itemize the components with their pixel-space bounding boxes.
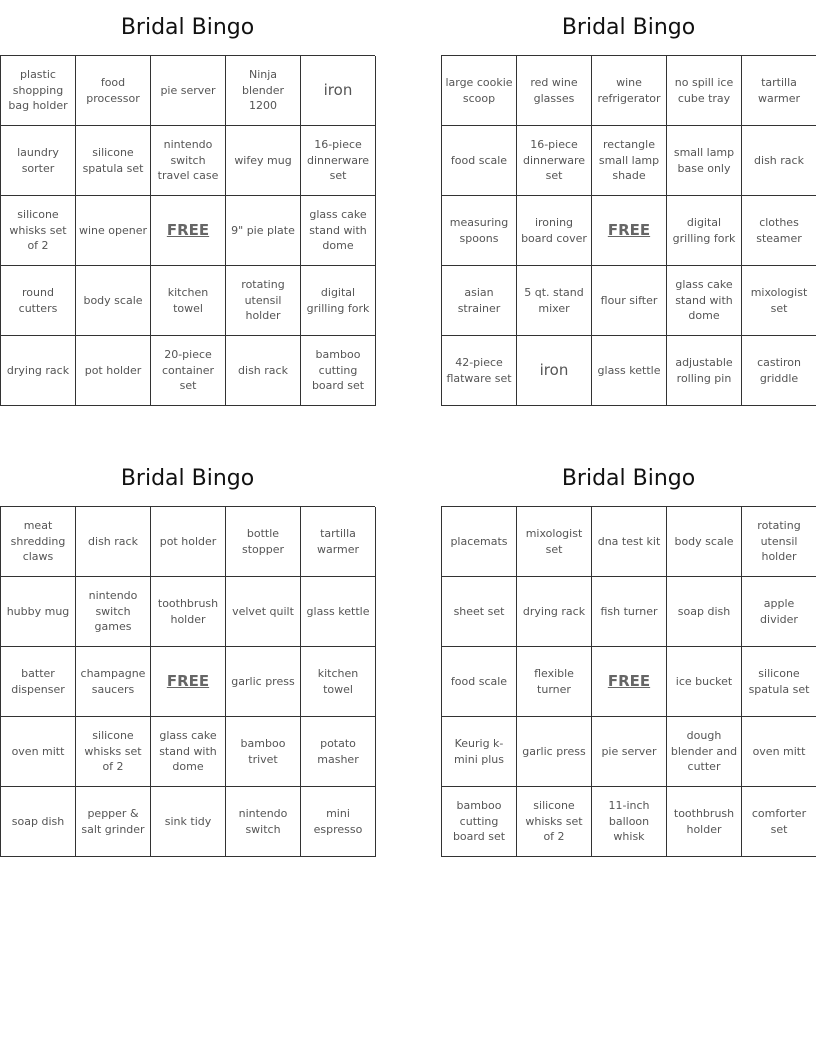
- bingo-cell: 20-piece container set: [151, 336, 226, 406]
- bingo-cell: nintendo switch: [226, 787, 301, 857]
- bingo-cell: oven mitt: [1, 717, 76, 787]
- bingo-cell: comforter set: [742, 787, 816, 857]
- bingo-cell: pot holder: [151, 507, 226, 577]
- bingo-cell: hubby mug: [1, 577, 76, 647]
- bingo-cell: food processor: [76, 56, 151, 126]
- bingo-cell: pie server: [592, 717, 667, 787]
- bingo-cell: 11-inch balloon whisk: [592, 787, 667, 857]
- bingo-cell: potato masher: [301, 717, 376, 787]
- bingo-cell: body scale: [76, 266, 151, 336]
- bingo-cell: wifey mug: [226, 126, 301, 196]
- bingo-cell: ice bucket: [667, 647, 742, 717]
- bingo-cell: drying rack: [1, 336, 76, 406]
- bingo-cell: nintendo switch travel case: [151, 126, 226, 196]
- bingo-cell: Keurig k-mini plus: [442, 717, 517, 787]
- bingo-cell: red wine glasses: [517, 56, 592, 126]
- bingo-cell: 5 qt. stand mixer: [517, 266, 592, 336]
- free-cell: FREE: [592, 647, 667, 717]
- bingo-cell: measuring spoons: [442, 196, 517, 266]
- bingo-cell: glass kettle: [592, 336, 667, 406]
- bingo-cell: castiron griddle: [742, 336, 816, 406]
- bingo-cell: toothbrush holder: [667, 787, 742, 857]
- bingo-cell: silicone whisks set of 2: [517, 787, 592, 857]
- bingo-cell: 16-piece dinnerware set: [517, 126, 592, 196]
- free-cell: FREE: [151, 647, 226, 717]
- bingo-cell: batter dispenser: [1, 647, 76, 717]
- card-title: Bridal Bingo: [120, 15, 255, 40]
- bingo-cell: silicone whisks set of 2: [1, 196, 76, 266]
- bingo-cell: sheet set: [442, 577, 517, 647]
- bingo-cell: bamboo trivet: [226, 717, 301, 787]
- bingo-cell: champagne saucers: [76, 647, 151, 717]
- bingo-cell: iron: [301, 56, 376, 126]
- bingo-cell: placemats: [442, 507, 517, 577]
- bingo-cell: silicone whisks set of 2: [76, 717, 151, 787]
- bingo-cell: no spill ice cube tray: [667, 56, 742, 126]
- bingo-cell: adjustable rolling pin: [667, 336, 742, 406]
- bingo-cell: mini espresso: [301, 787, 376, 857]
- bingo-cell: asian strainer: [442, 266, 517, 336]
- bingo-cell: velvet quilt: [226, 577, 301, 647]
- bingo-cell: dough blender and cutter: [667, 717, 742, 787]
- bingo-cell: silicone spatula set: [742, 647, 816, 717]
- bingo-cell: apple divider: [742, 577, 816, 647]
- bingo-cell: drying rack: [517, 577, 592, 647]
- free-cell: FREE: [592, 196, 667, 266]
- bingo-cell: dish rack: [76, 507, 151, 577]
- bingo-grid: [441, 55, 816, 406]
- bingo-cell: glass cake stand with dome: [667, 266, 742, 336]
- bingo-cell: flexible turner: [517, 647, 592, 717]
- bingo-cell: dish rack: [742, 126, 816, 196]
- bingo-cell: pot holder: [76, 336, 151, 406]
- bingo-cell: dna test kit: [592, 507, 667, 577]
- bingo-cell: ironing board cover: [517, 196, 592, 266]
- bingo-cell: nintendo switch games: [76, 577, 151, 647]
- bingo-cell: pie server: [151, 56, 226, 126]
- bingo-cell: meat shredding claws: [1, 507, 76, 577]
- card-title: Bridal Bingo: [120, 466, 255, 491]
- bingo-cell: glass kettle: [301, 577, 376, 647]
- bingo-cell: body scale: [667, 507, 742, 577]
- bingo-cell: garlic press: [517, 717, 592, 787]
- card-title: Bridal Bingo: [561, 15, 696, 40]
- bingo-cell: rotating utensil holder: [742, 507, 816, 577]
- bingo-cell: glass cake stand with dome: [151, 717, 226, 787]
- bingo-cell: soap dish: [1, 787, 76, 857]
- bingo-cell: rotating utensil holder: [226, 266, 301, 336]
- bingo-cell: kitchen towel: [301, 647, 376, 717]
- bingo-cell: 9" pie plate: [226, 196, 301, 266]
- bingo-cell: tartilla warmer: [742, 56, 816, 126]
- bingo-cell: sink tidy: [151, 787, 226, 857]
- bingo-cell: kitchen towel: [151, 266, 226, 336]
- bingo-cell: 16-piece dinnerware set: [301, 126, 376, 196]
- bingo-cell: 42-piece flatware set: [442, 336, 517, 406]
- bingo-cell: soap dish: [667, 577, 742, 647]
- bingo-cell: wine refrigerator: [592, 56, 667, 126]
- bingo-cell: silicone spatula set: [76, 126, 151, 196]
- bingo-cell: fish turner: [592, 577, 667, 647]
- bingo-grid: [0, 55, 375, 406]
- bingo-cell: pepper & salt grinder: [76, 787, 151, 857]
- bingo-grid: [441, 506, 816, 857]
- bingo-cell: glass cake stand with dome: [301, 196, 376, 266]
- bingo-cell: small lamp base only: [667, 126, 742, 196]
- bingo-cell: clothes steamer: [742, 196, 816, 266]
- bingo-cell: oven mitt: [742, 717, 816, 787]
- bingo-cell: laundry sorter: [1, 126, 76, 196]
- bingo-grid: [0, 506, 375, 857]
- bingo-cell: large cookie scoop: [442, 56, 517, 126]
- bingo-cell: flour sifter: [592, 266, 667, 336]
- bingo-cell: bottle stopper: [226, 507, 301, 577]
- bingo-cell: toothbrush holder: [151, 577, 226, 647]
- bingo-cell: food scale: [442, 126, 517, 196]
- bingo-cell: Ninja blender 1200: [226, 56, 301, 126]
- bingo-cell: food scale: [442, 647, 517, 717]
- bingo-cell: mixologist set: [517, 507, 592, 577]
- bingo-cell: wine opener: [76, 196, 151, 266]
- bingo-cell: tartilla warmer: [301, 507, 376, 577]
- bingo-cell: digital grilling fork: [667, 196, 742, 266]
- bingo-cell: garlic press: [226, 647, 301, 717]
- bingo-cell: round cutters: [1, 266, 76, 336]
- bingo-cell: bamboo cutting board set: [442, 787, 517, 857]
- free-cell: FREE: [151, 196, 226, 266]
- bingo-cell: rectangle small lamp shade: [592, 126, 667, 196]
- bingo-cell: iron: [517, 336, 592, 406]
- bingo-cell: plastic shopping bag holder: [1, 56, 76, 126]
- bingo-cell: mixologist set: [742, 266, 816, 336]
- bingo-cell: digital grilling fork: [301, 266, 376, 336]
- bingo-cell: bamboo cutting board set: [301, 336, 376, 406]
- bingo-cell: dish rack: [226, 336, 301, 406]
- card-title: Bridal Bingo: [561, 466, 696, 491]
